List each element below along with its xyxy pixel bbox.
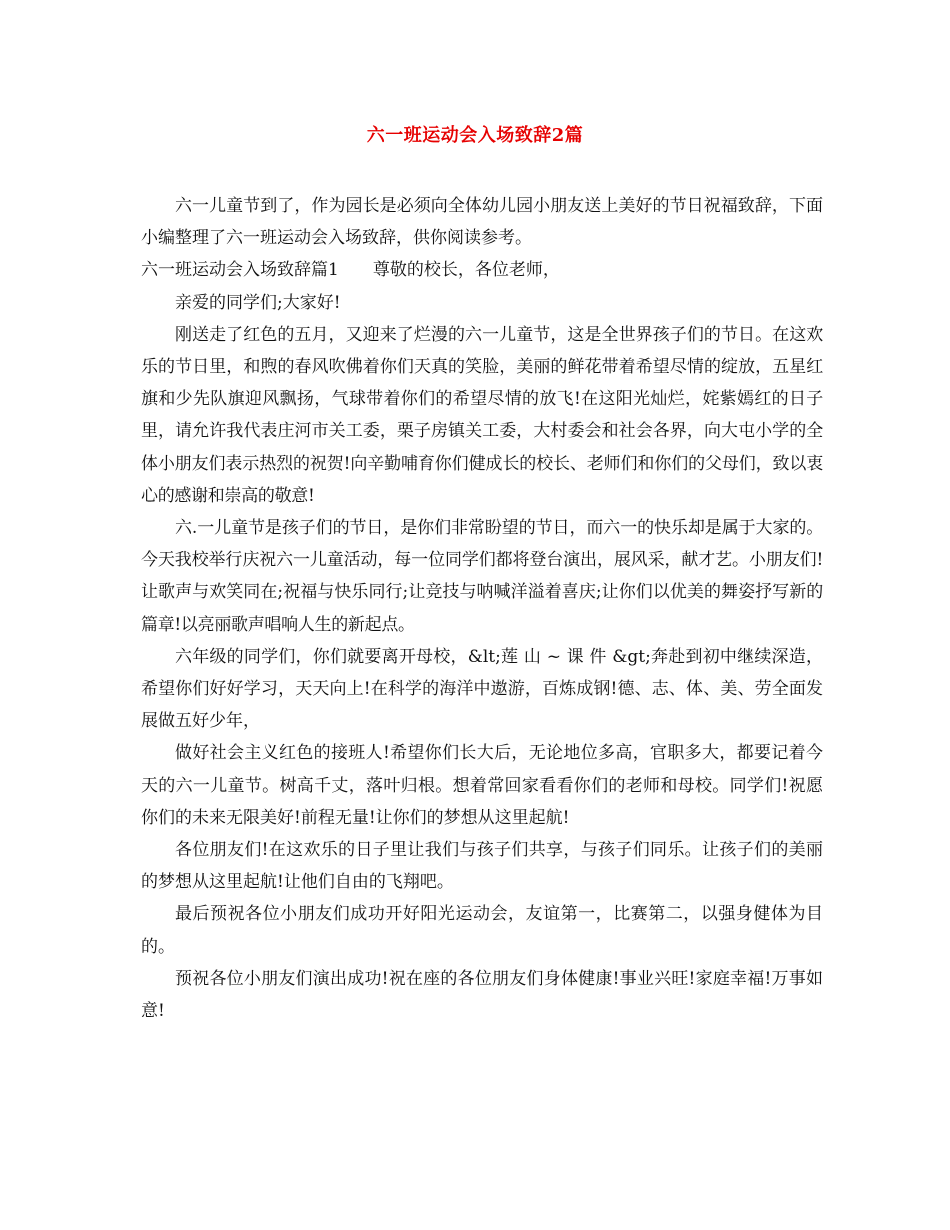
document-title: 六一班运动会入场致辞2篇	[366, 125, 584, 146]
body-paragraph: 六年级的同学们，你们就要离开母校，&lt;莲 山 ~ 课 件 &gt;奔赴到初中继续深造，希望你们好好学习，天天向上!在科学的海洋中遨游，百炼成钢!德、志、体、美、劳全面发展做五好少年，	[141, 646, 823, 732]
document-body	[141, 190, 823, 1027]
body-paragraph: 做好社会主义红色的接班人!希望你们长大后，无论地位多高，官职多大，都要记着今天的六一儿童节。树高千丈，落叶归根。想着常回家看看你们的老师和母校。同学们!祝愿你们的未来无限美好!前程无量!让你们的梦想从这里起航!	[141, 743, 823, 828]
body-paragraph: 亲爱的同学们;大家好!	[175, 292, 341, 313]
body-paragraph: 刚送走了红色的五月，又迎来了烂漫的六一儿童节，这是全世界孩子们的节日。在这欢乐的节日里，和煦的春风吹佛着你们天真的笑脸，美丽的鲜花带着希望尽情的绽放，五星红旗和少先队旗迎风飘扬，气球带着你们的希望尽情的放飞!在这阳光灿烂，姹紫嫣红的日子里，请允许我代表庄河市关工委，栗子房镇关工委，大村委会和社会各界，向大屯小学的全体小朋友们表示热烈的祝贺!向辛勤哺育你们健成长的校长、老师们和你们的父母们，致以衷心的感谢和崇高的敬意!	[141, 324, 823, 506]
body-paragraph: 预祝各位小朋友们演出成功!祝在座的各位朋友们身体健康!事业兴旺!家庭幸福!万事如意!	[141, 968, 823, 1022]
body-paragraph: 各位朋友们!在这欢乐的日子里让我们与孩子们共享，与孩子们同乐。让孩子们的美丽的梦想从这里起航!让他们自由的飞翔吧。	[141, 840, 823, 893]
body-paragraph: 最后预祝各位小朋友们成功开好阳光运动会，友谊第一，比赛第二，以强身健体为目的。	[141, 904, 823, 957]
intro-paragraph: 六一儿童节到了，作为园长是必须向全体幼儿园小朋友送上美好的节日祝福致辞，下面小编整理了六一班运动会入场致辞，供你阅读参考。	[141, 196, 823, 249]
section-heading-line: 六一班运动会入场致辞篇1 尊敬的校长，各位老师，	[141, 260, 560, 281]
body-paragraph: 六.一儿童节是孩子们的节日，是你们非常盼望的节日，而六一的快乐却是属于大家的。今天我校举行庆祝六一儿童活动，每一位同学们都将登台演出，展风采，献才艺。小朋友们!让歌声与欢笑同在;祝福与快乐同行;让竞技与呐喊洋溢着喜庆;让你们以优美的舞姿抒写新的篇章!以亮丽歌声唱响人生的新起点。	[141, 518, 823, 635]
